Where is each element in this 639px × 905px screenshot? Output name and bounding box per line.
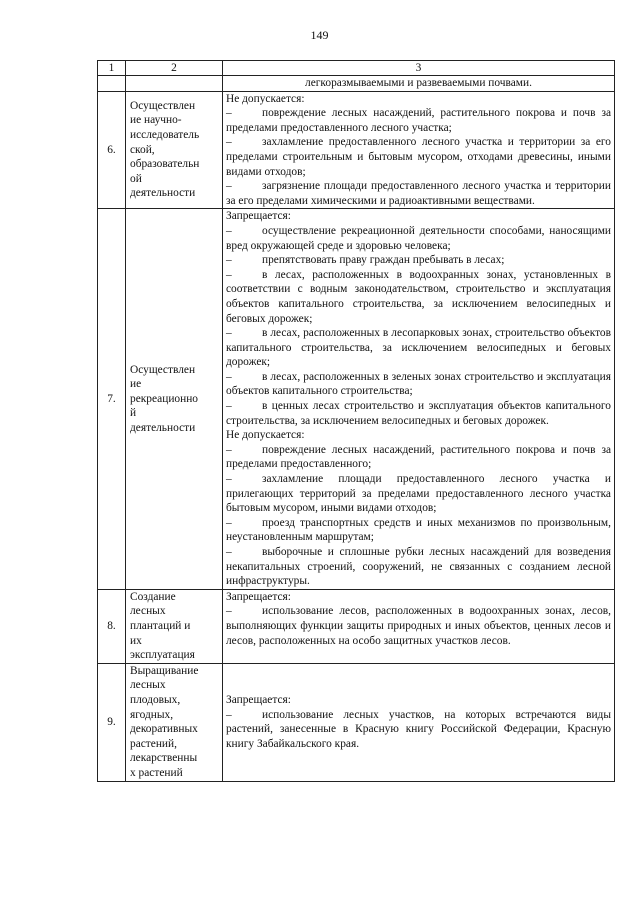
dash-marker: – — [226, 107, 232, 120]
restriction-item: – в лесах, расположенных в зеленых зонах строительство и эксплуатация объектов капитального строительства; — [226, 370, 611, 398]
activity-type-line: ие научно- — [130, 114, 182, 127]
restriction-item: – загрязнение площади предоставленного лесного участка и территории за его пределами химическими и радиоактивными веществами. — [226, 180, 611, 207]
table-row — [98, 91, 615, 209]
activity-type — [126, 589, 223, 663]
restriction-item: – препятствовать праву граждан пребывать в лесах; — [226, 254, 505, 267]
restriction-item: – использование лесов, расположенных в водоохранных зонах, лесов, выполняющих функции защиты природных и иных объектов, ценных лесов и лесов, расположенных на особо защитных участков лесов. — [226, 605, 611, 647]
dash-marker: – — [226, 370, 232, 383]
document-table — [97, 60, 615, 782]
activity-type-line: Осуществлен — [130, 363, 196, 376]
dash-marker: – — [226, 400, 232, 413]
restriction-heading: Не допускается: — [226, 429, 305, 442]
table-header-row — [98, 61, 615, 76]
dash-marker: – — [226, 605, 232, 618]
restriction-item: – проезд транспортных средств и иных механизмов по произвольным, неустановленным маршрутам; — [226, 516, 611, 544]
restriction-item: – повреждение лесных насаждений, растительного покрова и почв за пределами предоставленного; — [226, 443, 611, 471]
dash-marker: – — [226, 224, 232, 237]
dash-marker: – — [226, 516, 232, 529]
activity-type-line: Осуществлен — [130, 99, 196, 112]
continuation-text: легкоразмываемыми и развеваемыми почвами. — [305, 77, 532, 89]
activity-type — [126, 91, 223, 209]
restriction-item: – в ценных лесах строительство и эксплуатация объектов капитального строительства, за исключением велосипедных и беговых дорожек. — [226, 400, 611, 427]
restriction-item: – в лесах, расположенных в водоохранных зонах, установленных в соответствии с водным законодательством, строительство и эксплуатация объектов капитального строительства, за исключением велосипедных и беговых дорожек; — [226, 268, 611, 325]
dash-marker: – — [226, 136, 232, 149]
restriction-heading: Не допускается: — [226, 92, 305, 105]
dash-marker: – — [226, 473, 232, 486]
activity-type — [126, 209, 223, 589]
activity-type-line: й — [130, 407, 137, 420]
activity-type-line: лекарственны — [130, 752, 198, 765]
restriction-heading: Запрещается: — [226, 590, 291, 603]
continuation-row — [98, 76, 615, 92]
header-col-1: 1 — [98, 61, 126, 76]
table-row — [98, 589, 615, 663]
activity-type-line: ягодных, — [130, 708, 174, 721]
activity-type-line: плантаций и — [130, 619, 191, 632]
row-number: 6. — [98, 91, 126, 209]
activity-type-line: лесных — [130, 679, 166, 692]
activity-type-line: деятельности — [130, 421, 196, 434]
activity-type-line: исследователь — [130, 129, 200, 142]
activity-type-line: плодовых, — [130, 693, 181, 706]
restrictions-cell — [223, 209, 615, 589]
table-row — [98, 209, 615, 589]
dash-marker: – — [226, 708, 232, 721]
dash-marker: – — [226, 327, 232, 340]
activity-type — [126, 663, 223, 781]
activity-type-line: ие — [130, 378, 142, 391]
restriction-item: – повреждение лесных насаждений, растительного покрова и почв за пределами предоставленного лесного участка; — [226, 107, 611, 134]
dash-marker: – — [226, 443, 232, 456]
activity-type-line: х растений — [130, 766, 183, 779]
activity-type-line: их — [130, 634, 142, 647]
page-number: 149 — [310, 28, 329, 42]
activity-type-line: рекреационно — [130, 392, 199, 405]
restrictions-cell — [223, 91, 615, 209]
activity-type-line: образовательн — [130, 158, 200, 171]
activity-type-line: растений, — [130, 737, 177, 750]
dash-marker: – — [226, 546, 232, 558]
activity-type-line: лесных — [130, 605, 166, 618]
restriction-item: – захламление площади предоставленного лесного участка и прилегающих территорий за пределами предоставленного лесного участка бытовым мусором, иными видами отходов; — [226, 473, 611, 515]
restrictions-cell — [223, 663, 615, 781]
table-row — [98, 663, 615, 781]
header-col-3: 3 — [223, 61, 615, 76]
restriction-item: – выборочные и сплошные рубки лесных насаждений для возведения некапитальных строений, сооружений, не связанных с созданием лесной инфраструктуры. — [226, 546, 611, 588]
header-col-2: 2 — [126, 61, 223, 76]
activity-type-line: декоративных — [130, 723, 198, 736]
row-number: 9. — [98, 663, 126, 781]
restrictions-cell — [223, 589, 615, 663]
restriction-item: – захламление предоставленного лесного участка и территории за его пределами строительным и бытовым мусором, отходами древесины, иными видами отходов; — [226, 136, 611, 178]
dash-marker: – — [226, 268, 232, 281]
row-number: 8. — [98, 589, 126, 663]
activity-type-line: ой — [130, 172, 142, 185]
row-number: 7. — [98, 209, 126, 589]
dash-marker: – — [226, 180, 232, 193]
activity-type-line: ской, — [130, 143, 155, 156]
restriction-item: – осуществление рекреационной деятельности способами, наносящими вред окружающей среде и здоровью человека; — [226, 224, 611, 252]
restriction-item: – в лесах, расположенных в лесопарковых зонах, строительство объектов капитального строительства, за исключением велосипедных и беговых дорожек; — [226, 327, 611, 369]
activity-type-line: Выращивание — [130, 664, 199, 677]
continuation-cell — [223, 76, 615, 92]
activity-type-line: деятельности — [130, 187, 196, 200]
activity-type-line: эксплуатация — [130, 649, 195, 662]
restriction-item: – использование лесных участков, на которых встречаются виды растений, занесенные в Красную книгу Российской Федерации, Красную книгу Забайкальского края. — [226, 708, 611, 750]
restriction-heading: Запрещается: — [226, 693, 291, 706]
dash-marker: – — [226, 254, 232, 267]
activity-type-line: Создание — [130, 590, 176, 603]
restriction-heading: Запрещается: — [226, 210, 291, 223]
